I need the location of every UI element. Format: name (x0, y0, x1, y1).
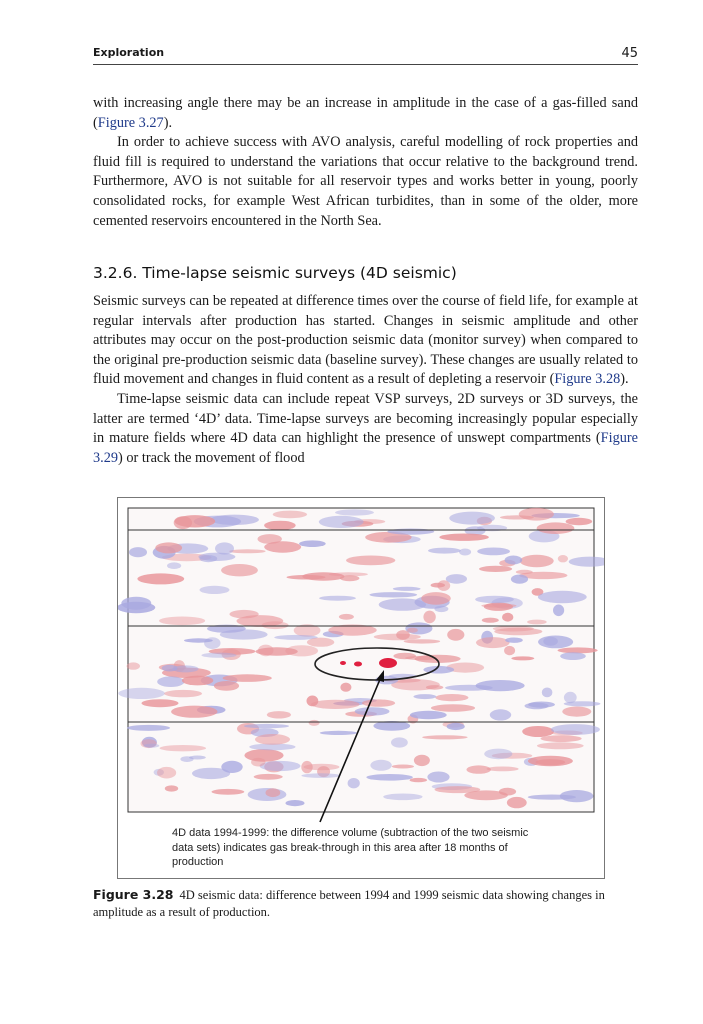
figure-annotation: 4D data 1994-1999: the difference volume (subtraction of the two seismic data sets) indicates gas break-through in this area after 18 months of production (172, 827, 529, 868)
figure-3-27-link[interactable]: Figure 3.27 (97, 114, 164, 131)
seismic-amplitude-blob (335, 509, 374, 515)
seismic-amplitude-blob (260, 761, 301, 771)
seismic-amplitude-blob (421, 592, 451, 605)
seismic-amplitude-blob (121, 597, 151, 610)
seismic-amplitude-blob (267, 711, 291, 718)
seismic-amplitude-blob (502, 613, 513, 622)
strong-anomaly (354, 662, 362, 667)
seismic-amplitude-blob (266, 788, 281, 797)
seismic-amplitude-blob (427, 772, 449, 783)
seismic-amplitude-blob (214, 681, 239, 691)
seismic-amplitude-blob (434, 606, 448, 612)
seismic-amplitude-blob (204, 637, 220, 649)
seismic-amplitude-blob (445, 685, 493, 691)
seismic-amplitude-blob (522, 726, 554, 737)
seismic-amplitude-blob (221, 564, 258, 576)
seismic-amplitude-blob (396, 630, 410, 640)
section-text (93, 292, 638, 468)
seismic-amplitude-blob (366, 774, 413, 781)
seismic-amplitude-blob (157, 676, 184, 687)
seismic-amplitude-blob (221, 761, 242, 773)
seismic-amplitude-blob (414, 694, 437, 699)
seismic-amplitude-blob (537, 522, 575, 534)
intro-paragraph-1: with increasing angle there may be an increase in amplitude in the case of a gas-filled sand (Figure 3.27). (93, 95, 638, 131)
figure-3-28 (117, 497, 605, 879)
seismic-amplitude-blob (301, 773, 340, 778)
seismic-amplitude-blob (320, 731, 357, 735)
seismic-amplitude-blob (564, 692, 577, 703)
seismic-amplitude-blob (175, 515, 216, 527)
seismic-amplitude-blob (479, 566, 512, 572)
seismic-amplitude-blob (449, 512, 495, 525)
seismic-amplitude-blob (383, 794, 422, 801)
seismic-amplitude-blob (481, 604, 516, 608)
seismic-amplitude-blob (410, 711, 447, 719)
seismic-amplitude-blob (393, 587, 421, 591)
seismic-amplitude-blob (542, 688, 553, 698)
seismic-amplitude-blob (198, 553, 235, 561)
strong-anomaly (379, 658, 397, 668)
seismic-amplitude-blob (435, 694, 468, 701)
seismic-amplitude-blob (538, 591, 587, 603)
seismic-amplitude-blob (264, 521, 296, 530)
seismic-amplitude-blob (476, 637, 510, 648)
seismic-amplitude-blob (340, 575, 359, 581)
seismic-amplitude-blob (137, 573, 184, 584)
seismic-amplitude-blob (339, 614, 354, 620)
seismic-amplitude-blob (391, 737, 408, 747)
seismic-amplitude-blob (543, 637, 558, 646)
seismic-amplitude-blob (519, 508, 554, 521)
seismic-amplitude-blob (431, 583, 445, 588)
seismic-amplitude-blob (369, 592, 417, 597)
seismic-amplitude-blob (355, 707, 390, 715)
seismic-amplitude-blob (493, 626, 534, 632)
seismic-amplitude-blob (180, 756, 193, 762)
seismic-amplitude-blob (566, 518, 593, 525)
seismic-amplitude-blob (379, 598, 426, 610)
seismic-amplitude-blob (129, 547, 147, 557)
seismic-amplitude-blob (340, 683, 351, 692)
seismic-amplitude-blob (286, 800, 305, 806)
seismic-amplitude-blob (127, 662, 140, 669)
seismic-amplitude-blob (446, 574, 467, 584)
running-header (93, 44, 638, 65)
seismic-amplitude-blob (182, 676, 213, 686)
seismic-amplitude-blob (423, 611, 435, 624)
seismic-amplitude-blob (431, 704, 475, 712)
seismic-difference-image (118, 498, 604, 878)
seismic-amplitude-blob (362, 699, 395, 706)
seismic-amplitude-blob (404, 639, 441, 643)
seismic-amplitude-blob (560, 652, 586, 660)
seismic-amplitude-blob (200, 586, 230, 594)
seismic-amplitude-blob (230, 610, 259, 618)
seismic-amplitude-blob (255, 734, 290, 745)
figure-3-29-link[interactable]: Figure 3.29 (93, 430, 638, 466)
seismic-amplitude-blob (167, 562, 181, 569)
intro-text (93, 94, 638, 231)
seismic-amplitude-blob (262, 621, 289, 629)
seismic-amplitude-blob (254, 774, 283, 780)
seismic-amplitude-blob (527, 620, 547, 625)
seismic-amplitude-blob (477, 548, 510, 556)
seismic-amplitude-blob (251, 758, 265, 767)
seismic-amplitude-blob (144, 744, 160, 748)
seismic-amplitude-blob (157, 767, 176, 779)
seismic-amplitude-blob (484, 749, 512, 760)
seismic-amplitude-blob (159, 617, 205, 626)
seismic-amplitude-blob (319, 596, 356, 601)
seismic-amplitude-blob (164, 690, 202, 697)
seismic-amplitude-blob (319, 516, 364, 528)
seismic-amplitude-blob (507, 797, 527, 808)
seismic-amplitude-blob (551, 724, 600, 735)
seismic-amplitude-blob (482, 618, 499, 623)
seismic-amplitude-blob (562, 707, 591, 717)
seismic-amplitude-blob (370, 760, 391, 771)
seismic-amplitude-blob (475, 596, 514, 603)
seismic-amplitude-blob (435, 786, 481, 793)
seismic-amplitude-blob (165, 785, 178, 791)
seismic-amplitude-blob (558, 555, 568, 562)
seismic-amplitude-blob (428, 548, 461, 554)
seismic-amplitude-blob (511, 656, 534, 660)
seismic-amplitude-blob (487, 767, 519, 772)
seismic-amplitude-blob (505, 638, 523, 643)
seismic-amplitude-blob (142, 699, 179, 707)
seismic-amplitude-blob (447, 629, 464, 641)
seismic-amplitude-blob (212, 789, 245, 795)
seismic-amplitude-blob (393, 653, 416, 659)
figure-3-28-link[interactable]: Figure 3.28 (554, 371, 621, 388)
seismic-amplitude-blob (309, 720, 320, 726)
seismic-amplitude-blob (536, 759, 566, 765)
seismic-amplitude-blob (392, 765, 414, 769)
seismic-amplitude-blob (387, 529, 434, 535)
seismic-amplitude-blob (346, 556, 395, 566)
seismic-amplitude-blob (311, 700, 360, 709)
seismic-amplitude-blob (391, 679, 440, 690)
seismic-amplitude-blob (287, 575, 326, 580)
seismic-amplitude-blob (560, 790, 594, 802)
seismic-amplitude-blob (160, 745, 207, 751)
seismic-amplitude-blob (223, 674, 272, 682)
seismic-amplitude-blob (439, 534, 488, 541)
seismic-amplitude-blob (229, 549, 266, 553)
seismic-amplitude-blob (490, 709, 511, 720)
seismic-amplitude-blob (410, 778, 427, 782)
intro-paragraph-2: In order to achieve success with AVO analysis, careful modelling of rock properties and fluid fill is required to understand the variations that occur relative to the background trend. Furthermore, AVO is not suitable for all reservoir types and works better in young, poorly consolidated rocks, for example West African turbidites, than in some of the older, more cemented reservoirs encountered in the North Sea. (93, 134, 638, 229)
seismic-amplitude-blob (505, 556, 523, 565)
section-heading: 3.2.6. Time-lapse seismic surveys (4D seismic) (93, 264, 457, 282)
seismic-amplitude-blob (516, 570, 533, 574)
seismic-amplitude-blob (155, 542, 182, 553)
seismic-amplitude-blob (162, 665, 178, 672)
seismic-amplitude-blob (541, 735, 582, 742)
seismic-amplitude-blob (499, 788, 516, 796)
seismic-amplitude-blob (301, 761, 312, 773)
seismic-amplitude-blob (118, 688, 165, 699)
seismic-amplitude-blob (553, 605, 564, 617)
seismic-amplitude-blob (220, 629, 268, 639)
seismic-amplitude-blob (244, 724, 289, 728)
seismic-amplitude-blob (459, 549, 471, 556)
seismic-amplitude-blob (258, 645, 273, 657)
seismic-amplitude-blob (285, 645, 318, 656)
seismic-amplitude-blob (511, 575, 528, 584)
seismic-amplitude-blob (264, 541, 301, 552)
section-paragraph-1: Seismic surveys can be repeated at difference times over the course of field life, for example at regular intervals after production has started. Changes in seismic amplitude and other attributes may occur on the post-production seismic data (monitor survey) when compared to the original pre-production seismic data (baseline survey). These changes are usually related to fluid movement and changes in fluid content as a result of depleting a reservoir (Figure 3.28). (93, 293, 638, 388)
figure-caption (93, 886, 638, 921)
seismic-amplitude-blob (414, 755, 430, 766)
seismic-amplitude-blob (422, 735, 468, 739)
seismic-amplitude-blob (348, 778, 360, 788)
page-number: 45 (621, 46, 638, 61)
seismic-amplitude-blob (273, 511, 307, 519)
seismic-amplitude-blob (307, 638, 334, 647)
seismic-amplitude-blob (127, 725, 170, 731)
seismic-amplitude-blob (528, 702, 555, 708)
seismic-amplitude-blob (537, 742, 584, 749)
figure-caption-label: Figure 3.28 (93, 887, 174, 902)
seismic-amplitude-blob (504, 646, 515, 655)
seismic-amplitude-blob (171, 706, 217, 718)
seismic-amplitude-blob (299, 540, 326, 547)
seismic-amplitude-blob (520, 555, 554, 567)
strong-anomaly (340, 661, 346, 665)
figure-caption-text: 4D seismic data: difference between 1994 and 1999 seismic data showing changes in amplitude as a result of production. (93, 888, 605, 919)
header-section-title: Exploration (93, 46, 165, 59)
seismic-amplitude-blob (407, 628, 418, 633)
seismic-amplitude-blob (201, 653, 236, 658)
seismic-amplitude-blob (447, 723, 465, 730)
section-paragraph-2: Time-lapse seismic data can include repeat VSP surveys, 2D surveys or 3D surveys, the latter are termed ‘4D’ data. Time-lapse surveys are becoming increasingly popular especially in mature fields where 4D data can highlight the presence of unswept compartments (Figure 3.29) or track the movement of flood (93, 390, 638, 466)
